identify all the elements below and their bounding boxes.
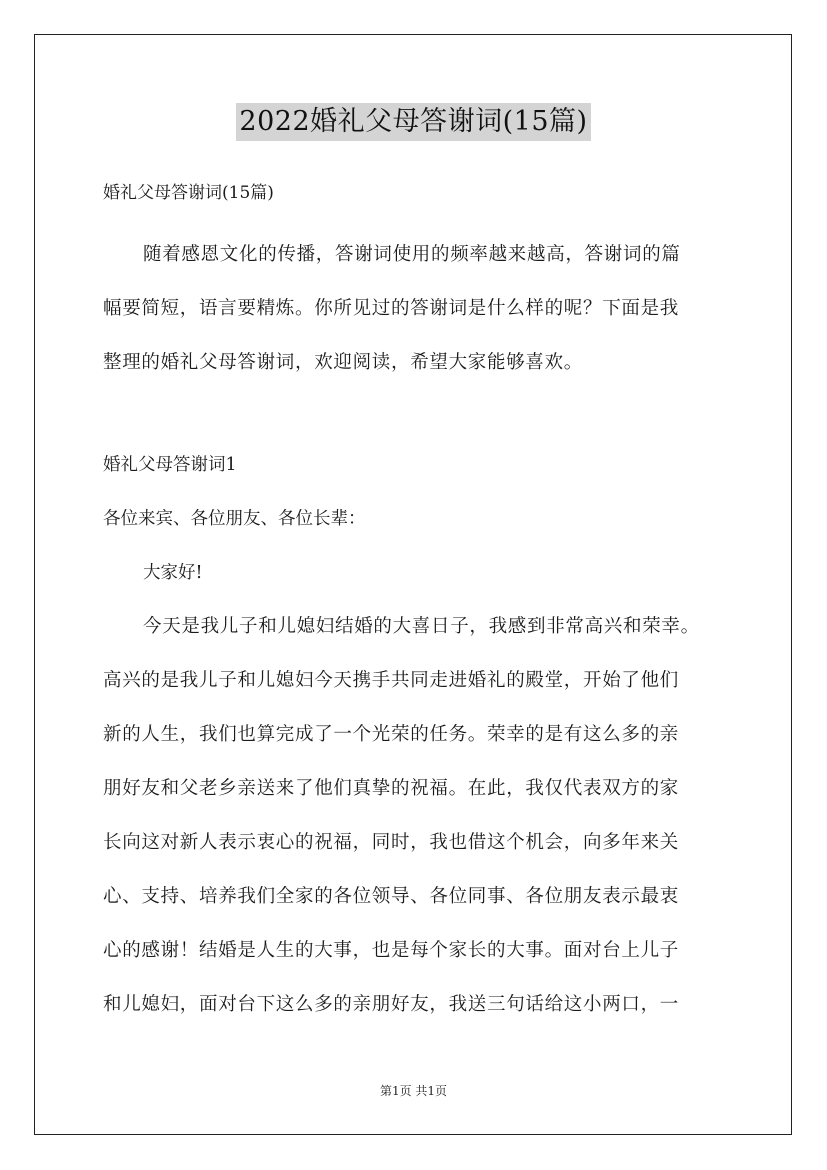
salutation: 各位来宾、各位朋友、各位长辈： [103, 509, 366, 529]
body-paragraph [103, 600, 743, 1032]
intro-line: 整理的婚礼父母答谢词，欢迎阅读，希望大家能够喜欢。 [103, 352, 584, 373]
body-line: 和儿媳妇，面对台下这么多的亲朋好友，我送三句话给这小两口，一 [103, 994, 680, 1015]
intro-line: 幅要简短，语言要精炼。你所见过的答谢词是什么样的呢？下面是我 [103, 298, 680, 319]
body-line: 高兴的是我儿子和儿媳妇今天携手共同走进婚礼的殿堂，开始了他们 [103, 670, 680, 691]
body-line: 朋好友和父老乡亲送来了他们真挚的祝福。在此，我仅代表双方的家 [103, 778, 680, 799]
section-title: 婚礼父母答谢词1 [103, 455, 237, 475]
document-subtitle: 婚礼父母答谢词(15篇) [103, 183, 274, 203]
intro-line: 随着感恩文化的传播，答谢词使用的频率越来越高，答谢词的篇 [143, 244, 681, 265]
body-line: 今天是我儿子和儿媳妇结婚的大喜日子，我感到非常高兴和荣幸。 [143, 616, 700, 637]
body-line: 心的感谢！结婚是人生的大事，也是每个家长的大事。面对台上儿子 [103, 940, 680, 961]
body-line: 新的人生，我们也算完成了一个光荣的任务。荣幸的是有这么多的亲 [103, 724, 680, 745]
title-container [0, 103, 827, 141]
intro-paragraph [103, 228, 743, 390]
greeting: 大家好! [143, 563, 203, 583]
body-line: 长向这对新人表示衷心的祝福，同时，我也借这个机会，向多年来关 [103, 832, 680, 853]
page-number-footer: 第1页 共1页 [379, 1084, 448, 1098]
body-line: 心、支持、培养我们全家的各位领导、各位同事、各位朋友表示最衷 [103, 886, 680, 907]
document-title: 2022婚礼父母答谢词(15篇) [236, 103, 590, 141]
